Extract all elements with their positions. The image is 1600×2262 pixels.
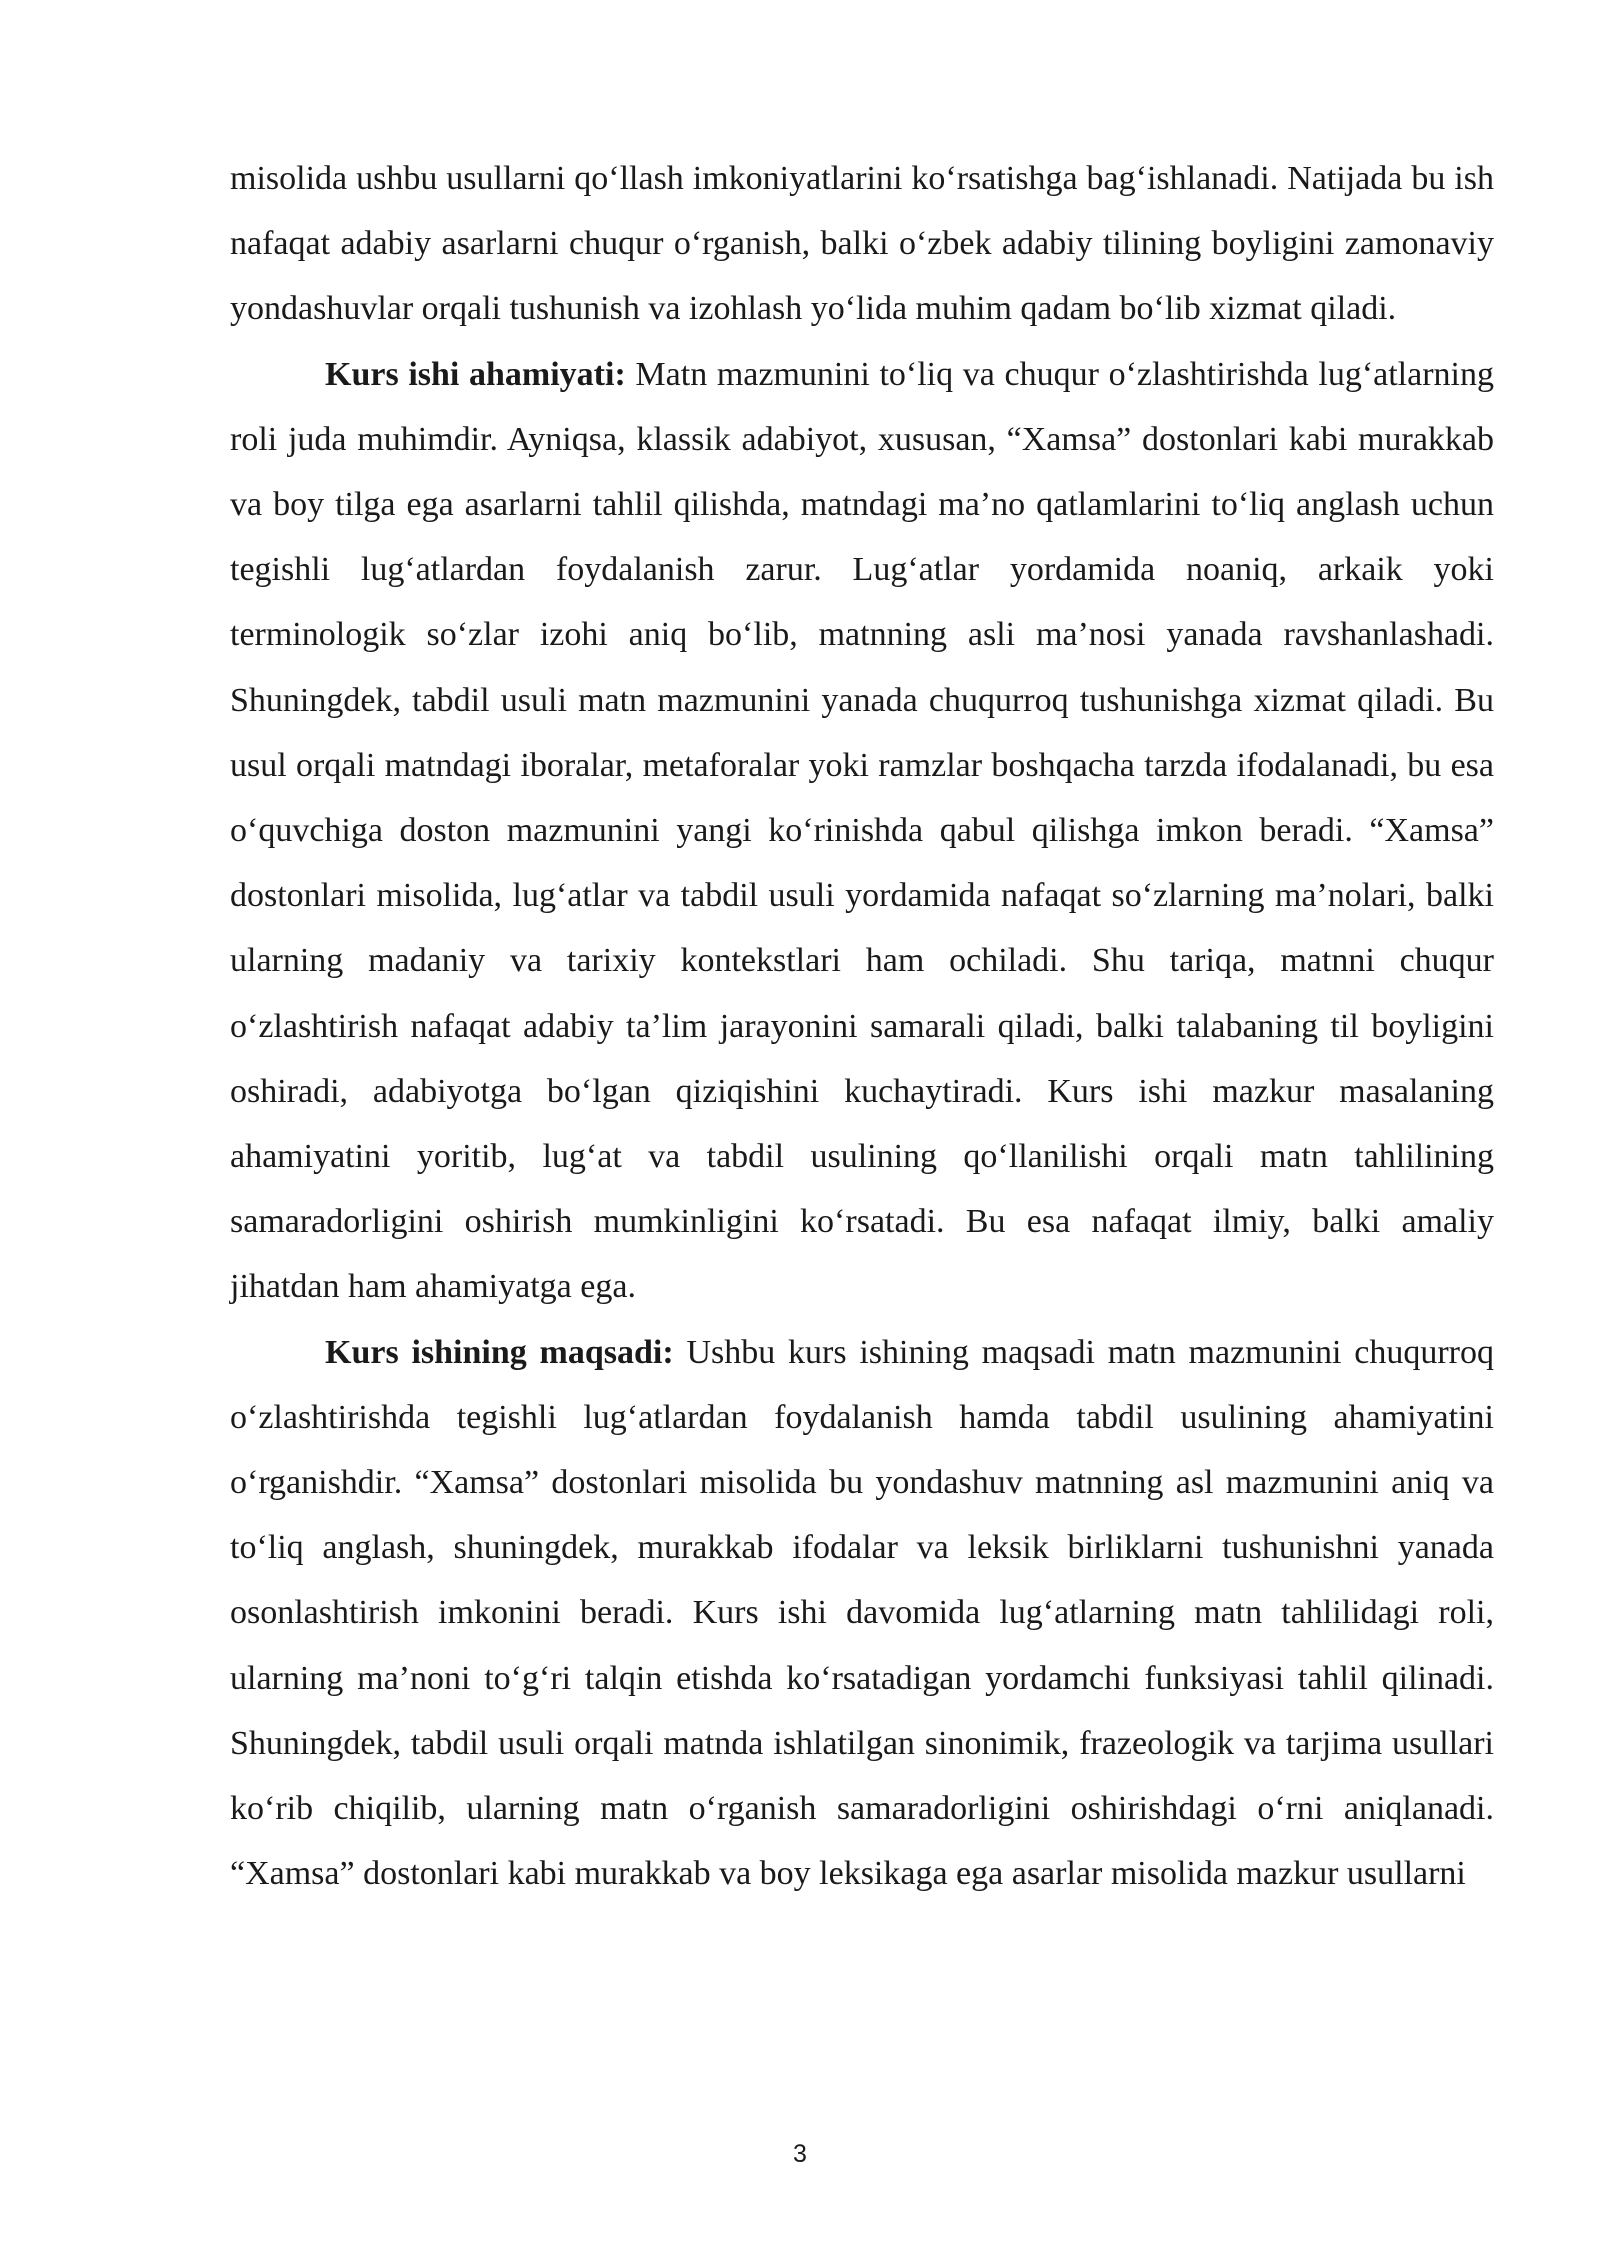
body-text: [230, 146, 1494, 1906]
page-number: 3: [793, 2140, 807, 2168]
continued-paragraph: misolida ushbu usullarni qo‘llash imkoniyatlarini ko‘rsatishga bag‘ishlanadi. Natijada bu ish nafaqat adabiy asarlarni chuqur o‘rganish, balki o‘zbek adabiy tilining boyligini zamonaviy yondashuvlar orqali tushunish va izohlash yo‘lida muhim qadam bo‘lib xizmat qiladi.: [230, 160, 1494, 328]
body-kurs-ishining-maqsadi: Ushbu kurs ishining maqsadi matn mazmunini chuqurroq o‘zlashtirishda tegishli lug‘atlardan foydalanish hamda tabdil usulining ahamiyatini o‘rganishdir. “Xamsa” dostonlari misolida bu yondashuv matnning asl mazmunini aniq va to‘liq anglash, shuningdek, murakkab ifodalar va leksik birliklarni tushunishni yanada osonlashtirish imkonini beradi. Kurs ishi davomida lug‘atlarning matn tahlilidagi roli, ularning ma’noni to‘g‘ri talqin etishda ko‘rsatadigan yordamchi funksiyasi tahlil qilinadi. Shuningdek, tabdil usuli orqali matnda ishlatilgan sinonimik, frazeologik va tarjima usullari ko‘rib chiqilib, ularning matn o‘rganish samaradorligini oshirishdagi o‘rni aniqlanadi. “Xamsa” dostonlari kabi murakkab va boy leksikaga ega asarlar misolida mazkur usullarni: [230, 1333, 1494, 1893]
body-kurs-ishi-ahamiyati: Matn mazmunini to‘liq va chuqur o‘zlashtirishda lug‘atlarning roli juda muhimdir. Ayniqsa, klassik adabiyot, xususan, “Xamsa” dostonlari kabi murakkab va boy tilga ega asarlarni tahlil qilishda, matndagi ma’no qatlamlarini to‘liq anglash uchun tegishli lug‘atlardan foydalanish zarur. Lug‘atlar yordamida noaniq, arkaik yoki terminologik so‘zlar izohi aniq bo‘lib, matnning asli ma’nosi yanada ravshanlashadi. Shuningdek, tabdil usuli matn mazmunini yanada chuqurroq tushunishga xizmat qiladi. Bu usul orqali matndagi iboralar, metaforalar yoki ramzlar boshqacha tarzda ifodalanadi, bu esa o‘quvchiga doston mazmunini yangi ko‘rinishda qabul qilishga imkon beradi. “Xamsa” dostonlari misolida, lug‘atlar va tabdil usuli yordamida nafaqat so‘zlarning ma’nolari, balki ularning madaniy va tarixiy kontekstlari ham ochiladi. Shu tariqa, matnni chuqur o‘zlashtirish nafaqat adabiy ta’lim jarayonini samarali qiladi, balki talabaning til boyligini oshiradi, adabiyotga bo‘lgan qiziqishini kuchaytiradi. Kurs ishi mazkur masalaning ahamiyatini yoritib, lug‘at va tabdil usulining qo‘llanilishi orqali matn tahlilining samaradorligini oshirish mumkinligini ko‘rsatadi. Bu esa nafaqat ilmiy, balki amaliy jihatdan ham ahamiyatga ega.: [230, 355, 1494, 1306]
heading-kurs-ishi-ahamiyati: Kurs ishi ahamiyati:: [325, 355, 626, 393]
paragraph-kurs-ishining-maqsadi: [230, 1320, 1494, 1907]
heading-kurs-ishining-maqsadi: Kurs ishining maqsadi:: [325, 1333, 674, 1371]
paragraph-kurs-ishi-ahamiyati: [230, 342, 1494, 1320]
